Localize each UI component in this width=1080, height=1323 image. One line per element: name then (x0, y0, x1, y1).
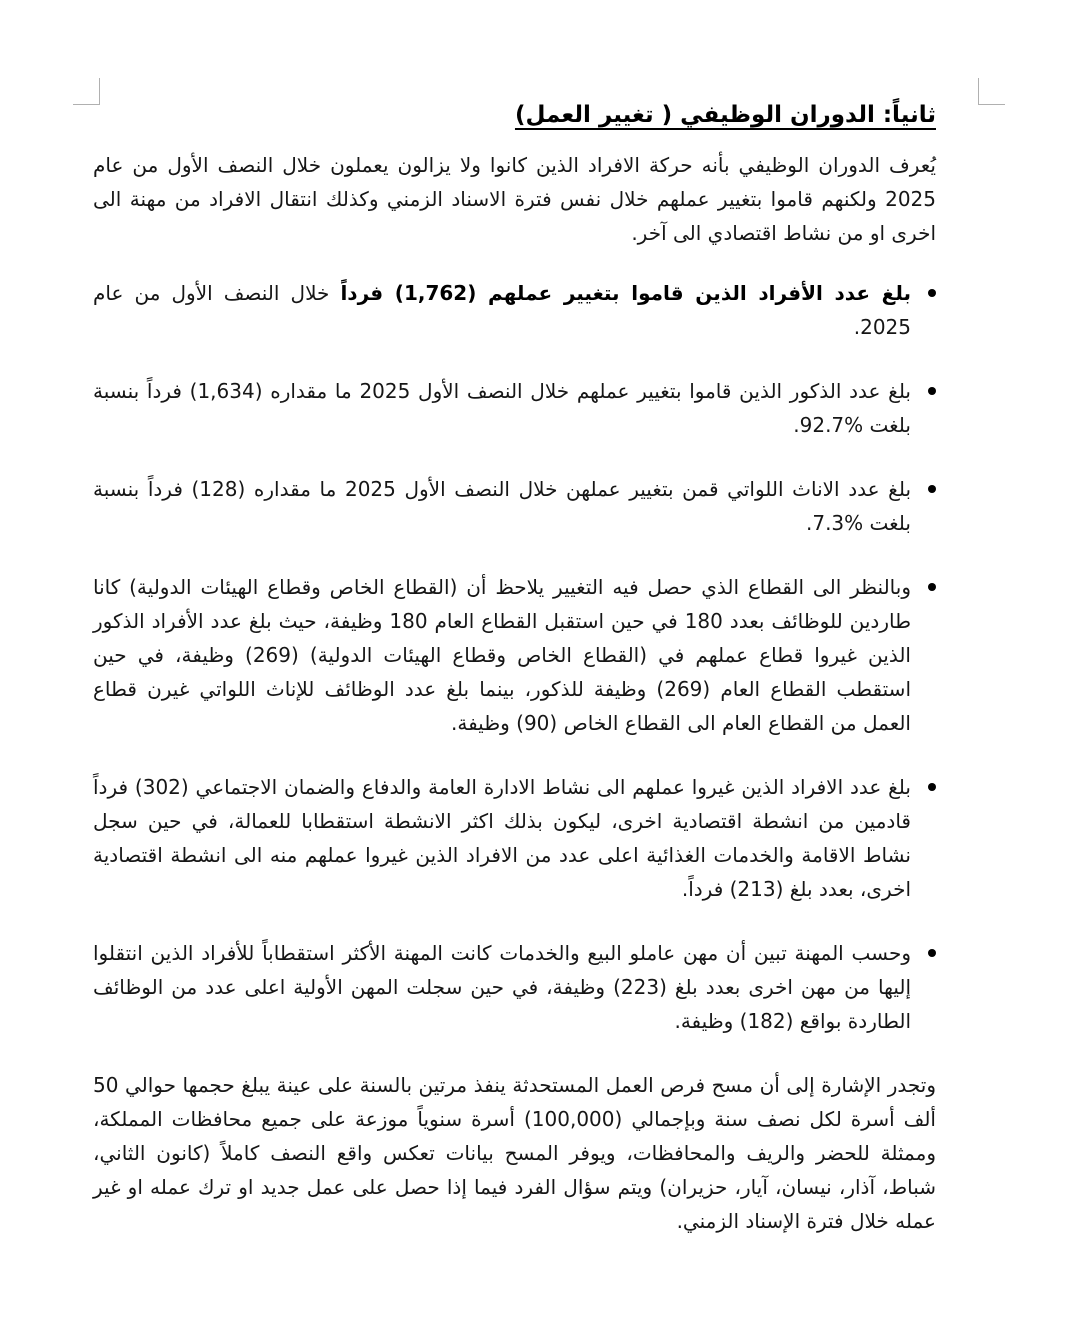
bullet-icon (928, 485, 936, 493)
bullet-text (93, 276, 911, 344)
bullet-item-economic-activity (93, 770, 936, 906)
bullet-item-sector-change (93, 570, 936, 740)
bullet-icon (928, 289, 936, 297)
bullet-text: وحسب المهنة تبين أن مهن عاملو البيع والخدمات كانت المهنة الأكثر استقطاباً للأفراد الذين انتقلوا إليها من مهن اخرى بعدد بلغ (223) وظيفة، في حين سجلت المهن الأولية اعلى عدد من الوظائف الطاردة بواقع (182) وظيفة. (93, 941, 911, 1033)
bullet-item-females (93, 472, 936, 540)
bullet-icon (928, 949, 936, 957)
bullet-total-rest-segment: خلال النصف الأول من عام 2025. (93, 281, 911, 339)
section-title: ثانياً: الدوران الوظيفي ( تغيير العمل) (514, 102, 936, 128)
bullet-icon (928, 387, 936, 395)
bullet-item-total-changed (93, 276, 936, 344)
bullet-text: بلغ عدد الافراد الذين غيروا عملهم الى نشاط الادارة العامة والدفاع والضمان الاجتماعي (302) فرداً قادمين من انشطة اقتصادية اخرى، ليكون بذلك اكثر الانشطة استقطابا للعمالة، في حين سجل نشاط الاقامة والخدمات الغذائية اعلى عدد من الافراد الذين غيروا عملهم منه الى انشطة اقتصادية اخرى، بعدد بلغ (213) فرداً. (93, 775, 911, 901)
bullet-icon (928, 583, 936, 591)
bullet-total-bold-segment: بلغ عدد الأفراد الذين قاموا بتغيير عملهم (1,762) فرداً (340, 281, 911, 305)
intro-paragraph: يُعرف الدوران الوظيفي بأنه حركة الافراد الذين كانوا ولا يزالون يعملون خلال النصف الأول من عام 2025 ولكنهم قاموا بتغيير عملهم خلال نفس فترة الاسناد الزمني وكذلك انتقال الافراد من مهنة الى اخرى او من نشاط اقتصادي الى آخر. (93, 153, 936, 245)
margin-corner-mark-right (978, 78, 1005, 105)
bullet-text: وبالنظر الى القطاع الذي حصل فيه التغيير يلاحظ أن (القطاع الخاص وقطاع الهيئات الدولية) كانا طاردين للوظائف بعدد 180 في حين استقبل القطاع العام 180 وظيفة، حيث بلغ عدد الأفراد الذكور الذين غيروا قطاع عملهم في (القطاع الخاص وقطاع الهيئات الدولية) (269) وظيفة، في حين استقطب القطاع العام (269) وظيفة للذكور، بينما بلغ عدد الوظائف للإناث اللواتي غيرن قطاع العمل من القطاع العام الى القطاع الخاص (90) وظيفة. (93, 575, 911, 735)
bullet-item-occupation (93, 936, 936, 1038)
document-content (93, 98, 936, 1238)
bullet-list (93, 276, 936, 1038)
bullet-icon (928, 783, 936, 791)
bullet-text: بلغ عدد الاناث اللواتي قمن بتغيير عملهن خلال النصف الأول 2025 ما مقداره (128) فرداً بنسبة بلغت %7.3. (93, 477, 912, 535)
bullet-text: بلغ عدد الذكور الذين قاموا بتغيير عملهم خلال النصف الأول 2025 ما مقداره (1,634) فرداً بنسبة بلغت %92.7. (93, 379, 912, 437)
bullet-item-males (93, 374, 936, 442)
closing-paragraph: وتجدر الإشارة إلى أن مسح فرص العمل المستحدثة ينفذ مرتين بالسنة على عينة يبلغ حجمها حوالي 50 ألف أسرة لكل نصف سنة وبإجمالي (100,000) أسرة سنوياً موزعة على جميع محافظات المملكة، وممثلة للحضر والريف والمحافظات، ويوفر المسح بيانات تعكس واقع النصف كاملاً (كانون الثاني، شباط، آذار، نيسان، آيار، حزيران) ويتم سؤال الفرد فيما إذا حصل على عمل جديد او ترك عمله او غير عمله خلال فترة الإسناد الزمني. (93, 1073, 936, 1233)
